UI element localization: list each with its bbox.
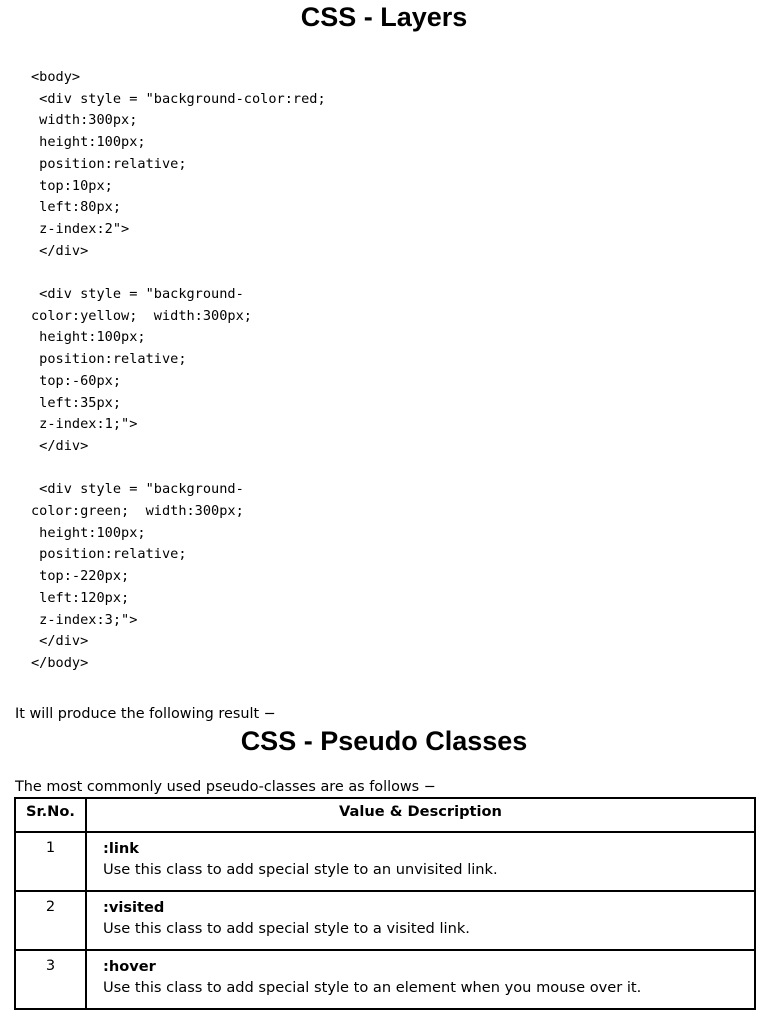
code-line: <div style = "background- (31, 481, 244, 498)
table-row (15, 832, 755, 891)
pseudo-class-description: Use this class to add special style to a visited link. (103, 920, 470, 937)
result-text: It will produce the following result − (15, 706, 276, 722)
code-line: position:relative; (31, 351, 187, 368)
code-line: z-index:3;"> (31, 611, 138, 628)
section-title-css-layers: CSS - Layers (300, 2, 468, 32)
code-line: height:100px; (31, 134, 146, 151)
row-value-description (86, 950, 755, 1009)
code-line: color:yellow; width:300px; (31, 307, 252, 324)
pseudo-class-name: :link (103, 840, 139, 857)
code-line: position:relative; (31, 546, 187, 563)
row-number: 2 (15, 891, 86, 950)
code-line: height:100px; (31, 524, 146, 541)
row-number: 1 (15, 832, 86, 891)
code-line: top:10px; (31, 177, 113, 194)
code-line: color:green; width:300px; (31, 503, 244, 520)
section-title-css-pseudo-classes: CSS - Pseudo Classes (240, 726, 528, 756)
code-line: <div style = "background-color:red; (31, 90, 326, 107)
code-line: </body> (31, 654, 89, 671)
code-line: height:100px; (31, 329, 146, 346)
code-line: <div style = "background- (31, 286, 244, 303)
row-value-description (86, 891, 755, 950)
row-value-description (86, 832, 755, 891)
code-line: left:35px; (31, 394, 122, 411)
pseudo-class-name: :visited (103, 899, 165, 916)
code-line: z-index:1;"> (31, 416, 138, 433)
code-line: </div> (31, 437, 89, 454)
code-line (31, 458, 326, 480)
header-value-description: Value & Description (86, 798, 755, 832)
pseudo-classes-table (14, 797, 756, 1010)
code-line: position:relative; (31, 155, 187, 172)
code-line: left:80px; (31, 199, 122, 216)
table-header-row (15, 798, 755, 832)
table-row (15, 950, 755, 1009)
code-line: </div> (31, 242, 89, 259)
code-line: </div> (31, 633, 89, 650)
header-sr-no: Sr.No. (15, 798, 86, 832)
code-block (31, 67, 326, 675)
code-line: <body> (31, 69, 81, 85)
pseudo-class-name: :hover (103, 958, 156, 975)
pseudo-class-description: Use this class to add special style to an unvisited link. (103, 861, 498, 878)
code-line: left:120px; (31, 589, 130, 606)
pseudo-class-description: Use this class to add special style to an element when you mouse over it. (103, 979, 642, 996)
table-row (15, 891, 755, 950)
code-line (31, 262, 326, 284)
code-line: width:300px; (31, 112, 138, 129)
code-line: z-index:2"> (31, 220, 130, 237)
intro-text: The most commonly used pseudo-classes are as follows − (15, 779, 436, 795)
row-number: 3 (15, 950, 86, 1009)
code-line: top:-60px; (31, 372, 122, 389)
code-line: top:-220px; (31, 568, 130, 585)
